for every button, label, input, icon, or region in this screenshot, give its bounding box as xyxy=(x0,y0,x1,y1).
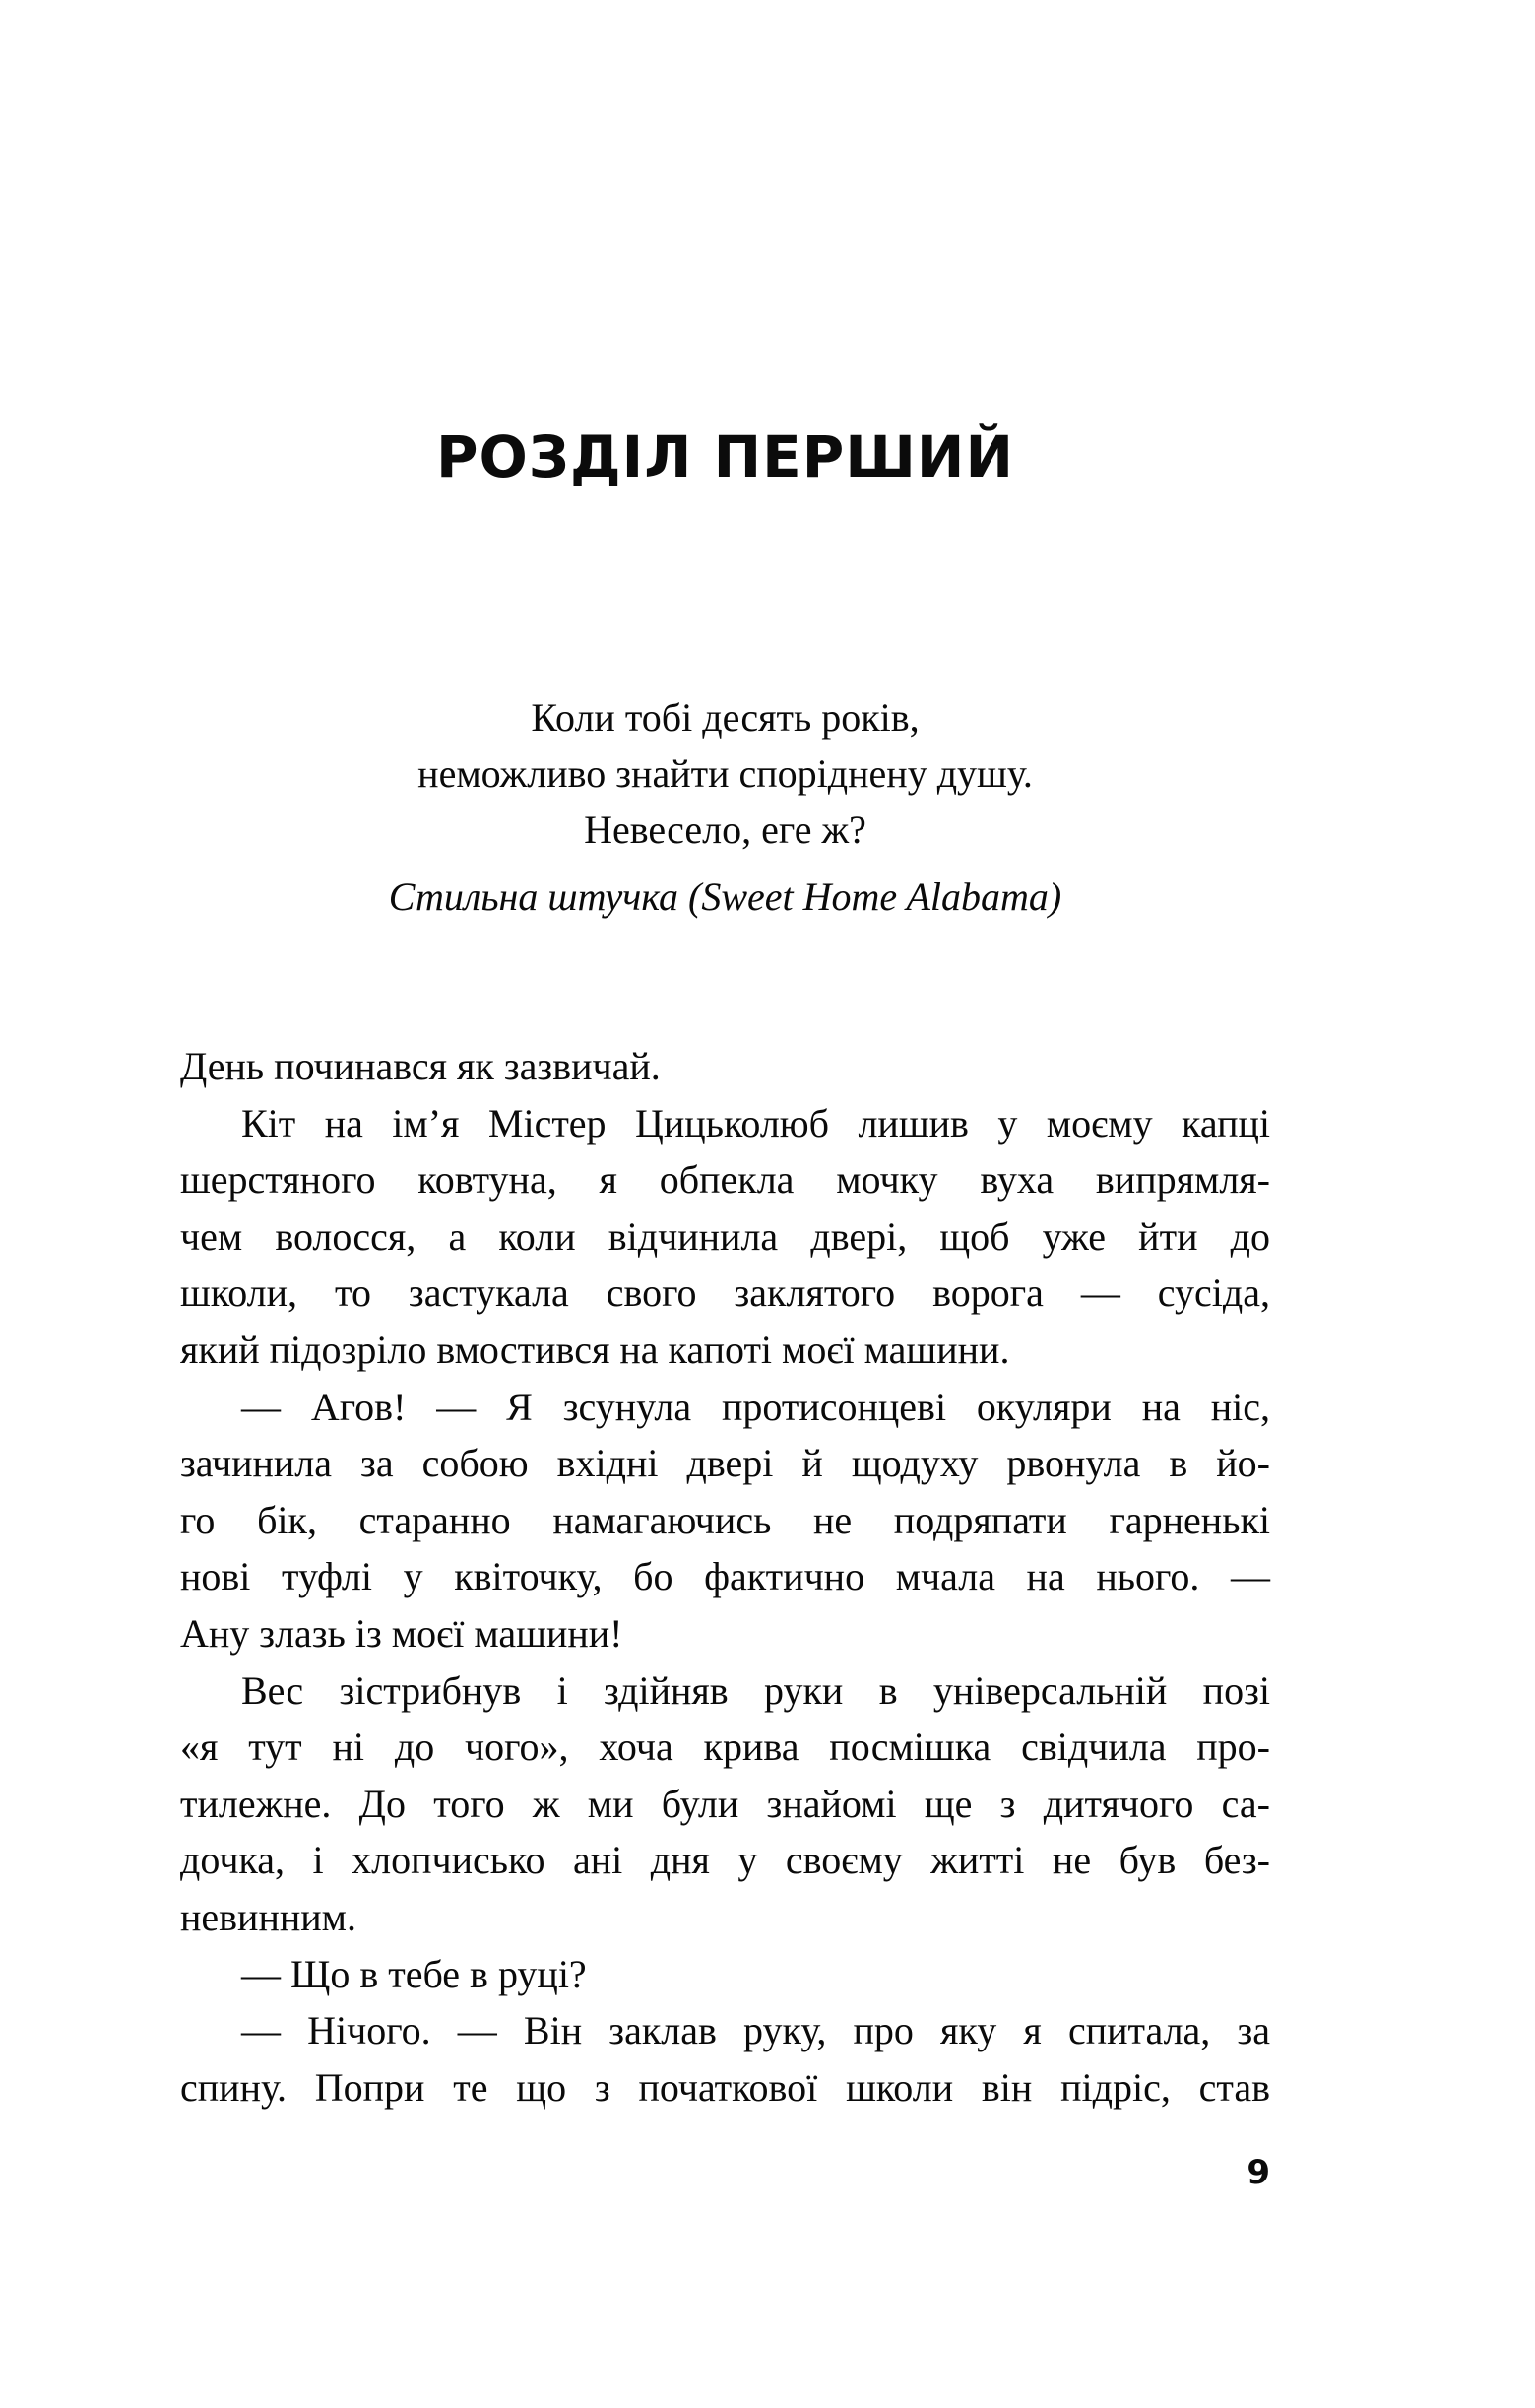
body-line: — Що в тебе в руці? xyxy=(241,1951,587,1996)
epigraph-line: неможливо знайти споріднену душу. xyxy=(417,751,1033,796)
body-line: чем волосся, а коли відчинила двері, щоб уже йти до xyxy=(180,1213,1270,1259)
body-text xyxy=(180,1038,1270,2115)
body-line: День починався як зазвичай. xyxy=(180,1044,661,1088)
body-line: Кіт на ім’я Містер Цицьколюб лишив у моєму капці xyxy=(241,1100,1270,1145)
chapter-title: РОЗДІЛ ПЕРШИЙ xyxy=(435,423,1015,490)
body-line: шерстяного ковтуна, я обпекла мочку вуха випрямля- xyxy=(180,1157,1270,1203)
body-line: Ану злазь із моєї машини! xyxy=(180,1610,623,1656)
body-line: невинним. xyxy=(180,1894,356,1939)
page-number: 9 xyxy=(1247,2153,1270,2192)
epigraph-line: Невесело, еге ж? xyxy=(584,808,866,852)
body-line: — Агов! — Я зсунула протисонцеві окуляри на ніс, xyxy=(241,1384,1270,1429)
epigraph-source: Стильна штучка (Sweet Home Alabama) xyxy=(388,875,1062,919)
body-line: го бік, старанно намагаючись не подряпати гарненькі xyxy=(180,1497,1270,1542)
body-line: — Нічого. — Він заклав руку, про яку я спитала, за xyxy=(241,2008,1270,2053)
body-line: нові туфлі у квіточку, бо фактично мчала на нього. — xyxy=(180,1554,1270,1599)
body-line: який підозріло вмостився на капоті моєї машини. xyxy=(180,1327,1010,1372)
epigraph xyxy=(180,689,1270,925)
epigraph-line: Коли тобі десять років, xyxy=(531,695,920,740)
body-line: «я тут ні до чого», хоча крива посмішка свідчила про- xyxy=(180,1725,1270,1770)
body-line: школи, то застукала свого заклятого ворога — сусіда, xyxy=(180,1270,1270,1316)
body-line: зачинила за собою вхідні двері й щодуху рвонула в йо- xyxy=(180,1441,1270,1486)
body-line: тилежне. До того ж ми були знайомі ще з дитячого са- xyxy=(180,1781,1270,1826)
body-line: дочка, і хлопчисько ані дня у своєму житті не був без- xyxy=(180,1838,1270,1883)
body-line: Вес зістрибнув і здійняв руки в універсальній позі xyxy=(241,1667,1270,1713)
body-line: спину. Попри те що з початкової школи він підріс, став xyxy=(180,2064,1270,2110)
